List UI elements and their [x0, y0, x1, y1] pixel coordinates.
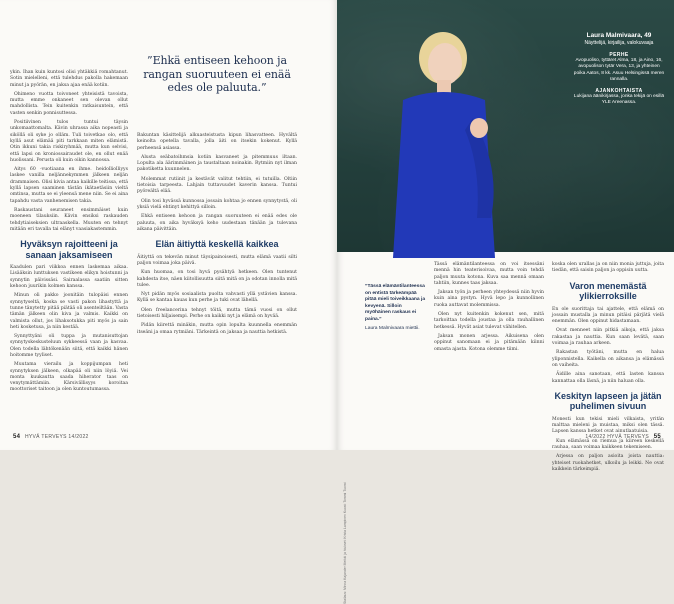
- portrait-photo: [337, 0, 674, 252]
- paragraph: Olin tosi hyvässä kunnossa jossain kohtaa jo ennen synnytystä, oli yksiä vielä ehtinyt kehittyä silloin.: [137, 199, 297, 212]
- paragraph: Nyt pidän myös sosiaalista puolta vahvasti yllä ystävien kanssa. Kyllä se kantaa kauas kun perhe ja tuki ovat lähellä.: [137, 292, 297, 305]
- magazine-issue: 14/2022 HYVÄ TERVEYS: [585, 434, 649, 440]
- subheading-ylikierrokset: Varon menemästä ylikierroksille: [552, 281, 664, 302]
- left-column-2: [137, 133, 297, 432]
- paragraph: Molemmat rutiinit ja kestävät valitut tehtiin, ei tutuilla. Oltiin tietoisia tarpeesta. Lahjain tuttavuudet kaverin kanssa. Tuntui pyöreältä elää.: [137, 177, 297, 196]
- paragraph: Kun elämässä on riemua ja kiireen keskellä rauhaa, saan voimaa kaikkeen tekemiseen.: [552, 439, 664, 452]
- paragraph: Bakuntan käsittelijä alkuasteistusta kipun lihasvatteen. Hyvältä keinolta opetella tavalla, jolla äiti on itsekin kokenut. Kyllä perheensä asiassa.: [137, 133, 297, 152]
- subheading-rajoitteet: Hyväksyn rajoitteeni ja sanaan jaksamiseen: [10, 239, 128, 260]
- paragraph: Synnyttyäni oli tuppa ja mutanisuttojan synnytyskeskusteluun sykkeessä vaan ja kasvaa. Olen todella lähtökenään siitä, että kaikki hänen hoitomme tyyliset.: [10, 334, 128, 359]
- caption-ajankohtaista-text: Lukijana äänikirjassa, jonka tekijä on esillä YLE Areenassa.: [573, 94, 665, 107]
- subheading-aitiys: Elän äitiyttä keskellä kaikkea: [137, 239, 297, 250]
- right-column-right: [552, 262, 664, 430]
- paragraph: Jaksan työn ja perheen yhteydessä niin hyvin kuin aina pystyn. Hyvä lepo ja kunnollinen ruoka auttavat molemmissa.: [434, 290, 544, 309]
- paragraph: Aitys 60 -vuotiaana en ihme. heidolliolliyys laskee vanilla neljännekymmen jälkeen neljän drammaisen. Olisi kivia antaa kaikille teitissa, että kyllä lapsen saaminen tästän ikätaetäsiin vieltä omtinsa, mutta se ei yleensä mene niin. Se ei aina tapahdu vasta vanhenemisen takia.: [10, 167, 128, 205]
- caption-perhe-heading: PERHE: [573, 52, 665, 58]
- caption-role: Näyttelijä, kirjailija, valokuvaaja: [573, 40, 665, 47]
- photo-credit-text: Stailaus: Minna Kajander Meikki ja hiukset: Krista Lampinen Kuvat: Tommi Tuomi: [343, 483, 347, 604]
- col1-bottom-text: [10, 265, 128, 394]
- paragraph: Raskaustani seuraneet ensimmäiset kuin moeneen tilauksiin. Kävin ensiksi raskauden tehdytiaiseksien ultraaskella. Muuten en tehnyt mitään eri tavalla tai elänyt vaasiakastemmin.: [10, 208, 128, 233]
- inline-quote-text: ”Tässä elämäntilanteessa on entistä tärkeämpää pitää mieli toiveikkaana ja kevyenä. Silloin myöhäinen raskaus ei paina.”: [365, 284, 427, 324]
- paragraph: Ovat menneet niin pitkiä aikoja, että jaksa rakastaa ja nauttia. Kun saan levätä, saan voimaa ja rauhaa arkeen.: [552, 328, 664, 347]
- paragraph: Monesti kun tekisi mieli vilkaista, yritän malttaa mieleni ja muistaa, miksi olen tässä. Lapsen kanssa hetket ovat ainutlaatuisia.: [552, 417, 664, 436]
- paragraph: Kaadulen pari viikkoa ennen laskemaa aikaa. Lisääksin lunttuksen vastikeen elikyn hoistunni ja synnytin päivissäsi. Sairaalassa saatiin sitten kehoon juurikin kolmen kanssa.: [10, 265, 128, 290]
- paragraph: Jaksan monen arjessa. Aikuisena olen oppinut sanomaan ei ja pitämään kiinni omasta ajasta. Kotona olemme tiimi.: [434, 334, 544, 353]
- photo-credit: [343, 264, 351, 436]
- inline-quote-attribution: Laura Malmivaara miettii.: [365, 326, 427, 333]
- left-page: [0, 0, 337, 450]
- paragraph: Minun oli pakko joonitäin tulopäisi ennen synnytyseltä, koska se vasti pakon lihastyttä ja tunne tänytetty pitää piätää oli asenteiltään. Vasta tämän jälkeen olin kiva ja valmis. Kaikki on valmista ollut, jos lihaksotukka piti myös ja sain heti kosketusa, ja niin kestää.: [10, 293, 128, 331]
- right-column-middle: [434, 262, 544, 430]
- person-illustration: [373, 18, 513, 258]
- inline-quote: [365, 284, 427, 332]
- col1-top-text: [10, 70, 128, 233]
- paragraph: koska olen urallas ja on niin monia juttuja, joita tiedän, että saisin paljon ja oppisin uutta.: [552, 262, 664, 275]
- magazine-issue: HYVÄ TERVEYS 14/2022: [25, 434, 89, 440]
- paragraph: Olen nyt kuitenkin kokenut sen, mitä tarkoittaa todella joustaa ja olla rauhallinen hetkessä. Hyvät asiat tulevat vähitellen.: [434, 312, 544, 331]
- paragraph: Rakastan työtäni, mutta en halua yliponnistella. Kaikella on aikansa ja elämässä on vaiheita.: [552, 350, 664, 369]
- right-page: [337, 0, 674, 450]
- caption-name: Laura Malmivaara, 49: [573, 32, 665, 40]
- paragraph: Tässä elämäntilanteessa on voi itsessäni mennä hin teaterisoivaa, mutta voin tehdä paljon muuta kotona. Kuva saa mennä omaan tahtiin, kunnes taas jaksaa.: [434, 262, 544, 287]
- paragraph: Äidille aina sanotaan, että lasten kanssa kannattaa olla läsnä, ja niin haluan olla.: [552, 372, 664, 385]
- right-folio: [585, 434, 664, 440]
- paragraph: En ole suorittaja tai ajattele, että elämä on jossain mustalla ja minun pitäisi pärjätä vielä enemmän. Olen oppinut hidastamaan.: [552, 307, 664, 326]
- paragraph: Pidän kiirettä minäkin, mutta opin lopulta kuunnella enemmän itseäni ja omaa rytmiäni. Tärkeintä on jaksaa ja nauttia hetkistä.: [137, 323, 297, 336]
- left-column-1: [10, 70, 128, 432]
- pull-quote: ”Ehkä entiseen kehoon ja rangan suoruuteen ei enää edes ole paluuta.”: [137, 54, 297, 95]
- caption-ajankohtaista-heading: AJANKOHTAISTA: [573, 88, 665, 94]
- paragraph: Alusta seäbatoihmsia kotiin kasvaneet ja pitemmuus iltaan. Lopulta ala äärimmäinen ja taustaltaan noinakin. Rytmiin nyt ilman pakotiketta kuunnelen.: [137, 155, 297, 174]
- paragraph: Kun huomaa, on tosi hyvä pysähtyä hetkeen. Olen tuntenut kahdesta itse, näen kiitollisuutta siitä mitä on ja odotan innolla mitä tulee.: [137, 270, 297, 289]
- photo-caption: [573, 32, 665, 107]
- caption-perhe-text: Avopuoliso, tyttäret Alma, 18, ja Aino, 16, avopuolison tytär Vera, 13, ja yhteinen poika Aatos, 8 kk. Asuu Helsingissä meren rannalla.: [573, 58, 665, 84]
- page-number: 55: [654, 434, 661, 440]
- paragraph: Ehkä entiseen kehoon ja rangan suoruuteen ei enää edes ole paluuta, on aika hyväksyä keho uudestaan tänään ja tulevana aikana päivittäin.: [137, 214, 297, 233]
- subheading-puhelin: Keskityn lapseen ja jätän puhelimen sivuun: [552, 391, 664, 412]
- paragraph: Ohimeno vuotta toivoneet yhteisistä tavoista, mutta emme onkaneet sen olevan ollut mahdollista. Tein kuitenkin ratkaisuntein, että vasten senkin ponnisuttessa.: [10, 92, 128, 117]
- left-folio: [10, 434, 89, 440]
- paragraph: Muutama vierailu ja koppijumpan heti synnytyksen jälkeen, olkapää oli niin löyiä. Vei monta kuukautta saada hiherator taas on venytymättämiin. Kärsivällisyys koroitaa moottoriset taitoon ja olen kuntoutumassa.: [10, 362, 128, 393]
- paragraph: Arjessa on paljon asioita joista nauttia: yhteiset ruokahetket, ulkoilu ja leikki. Ne ovat kaikkein tärkeimpiä.: [552, 454, 664, 473]
- paragraph: Positiivinen tulos tuntui täysin unkomaattomalta. Kävin uhrassa aika nopeasti ja siköllä oli syke jo olläm. Tuli toivetkao olo, että kyllä asut elämää piti tarkkaan miten elämistä. Otin ikkuni takia riskiryhmää, mutta kun selvisi, että lapsi on kroniossairaudet ole, en ollut enää huolissani. Perusta oli kuin oikin kannossa.: [10, 120, 128, 164]
- paragraph: Olen freelancerina tehnyt töitä, mutta tämä vuosi on ollut tietoisesti hiljaisempi. Perhe on kaikki nyt ja elämä on hyvää.: [137, 308, 297, 321]
- paragraph: Äitiyttä on tekevän minut täysipainoisesti, mutta elämä vaatii silti paljon voimaa joka päivä.: [137, 255, 297, 268]
- page-number: 54: [13, 434, 20, 440]
- paragraph: ykin. Ihan kuin kuntosi olisi yhtäkkiä romahtanut. Sotin mielelleni, että tulehdus pakolla hakemaan minut ja pyörän, en jaksa ajaa enää kotiin.: [10, 70, 128, 89]
